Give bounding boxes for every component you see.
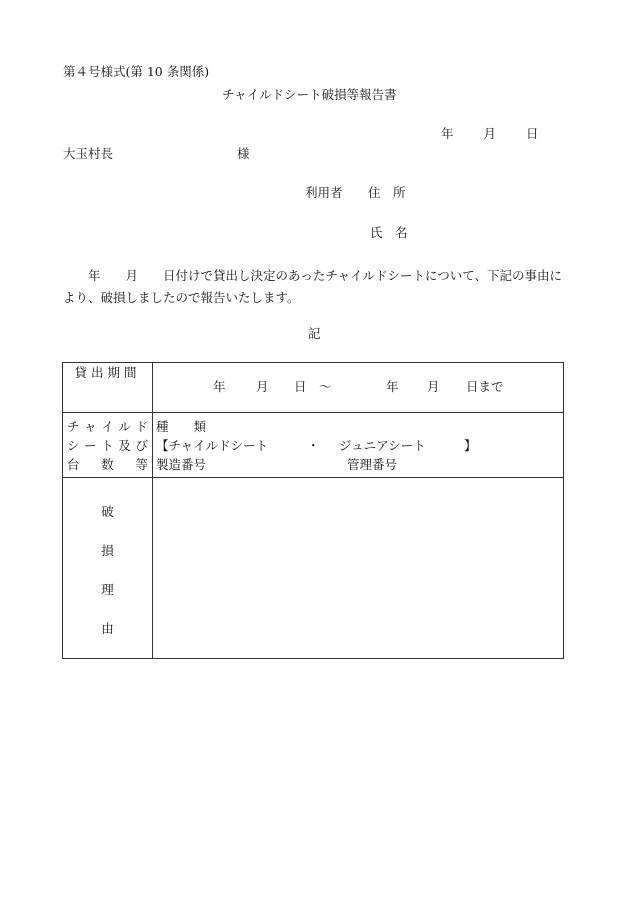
ki-heading: 記 [308,326,321,341]
addressee-honorific: 様 [237,146,250,161]
period-from-month: 月 [256,379,269,394]
form-number: 第４号様式(第 10 条関係) [63,64,210,79]
seat-label-line-2: シ ー ト 及 び [67,438,148,453]
rental-period-row [63,363,564,413]
rental-period-value [153,363,564,413]
seat-label-line-1: チ ャ イ ル ド [67,419,148,434]
report-table [62,362,564,659]
seat-numbers [156,455,563,474]
period-tilde: ～ [319,379,332,394]
date-month: 月 [483,126,497,141]
name-label: 氏 名 [370,225,408,240]
seat-type-open: 【チャイルドシート [156,438,269,453]
report-body-text: 年 月 日付けで貸出し決定のあったチャイルドシートについて、下記の事由により、破損しましたので報告いたします。 [63,268,563,305]
seat-type-separator: ・ [307,438,320,453]
serial-number-label: 製造番号 [156,457,207,472]
rental-period-label: 貸出期間 [63,363,153,413]
damage-reason-label: 破 損 理 由 [63,478,153,659]
seat-type-label: 種 類 [156,419,207,434]
child-seat-row [63,413,564,478]
damage-reason-field[interactable] [153,478,564,659]
date-year: 年 [441,126,454,141]
seat-type-junior: ジュニアシート [339,438,426,453]
child-seat-label [63,413,153,478]
period-to-month: 月 [427,379,440,394]
damage-reason-row [63,478,564,659]
period-from-day: 日 [294,379,307,394]
date-day: 日 [526,126,539,141]
seat-type-close: 】 [464,438,477,453]
child-seat-value [153,413,564,478]
period-from-year: 年 [213,379,226,394]
seat-type-options [156,436,563,455]
seat-label-line-3: 台 数 等 [67,457,148,472]
period-to-day: 日まで [466,379,504,394]
user-label: 利用者 [305,185,343,200]
management-number-label: 管理番号 [347,457,398,472]
report-date [441,128,539,141]
document-title: チャイルドシート破損等報告書 [222,87,397,102]
address-label: 住 所 [368,185,406,200]
addressee-name: 大玉村長 [63,146,114,161]
period-to-year: 年 [386,379,399,394]
